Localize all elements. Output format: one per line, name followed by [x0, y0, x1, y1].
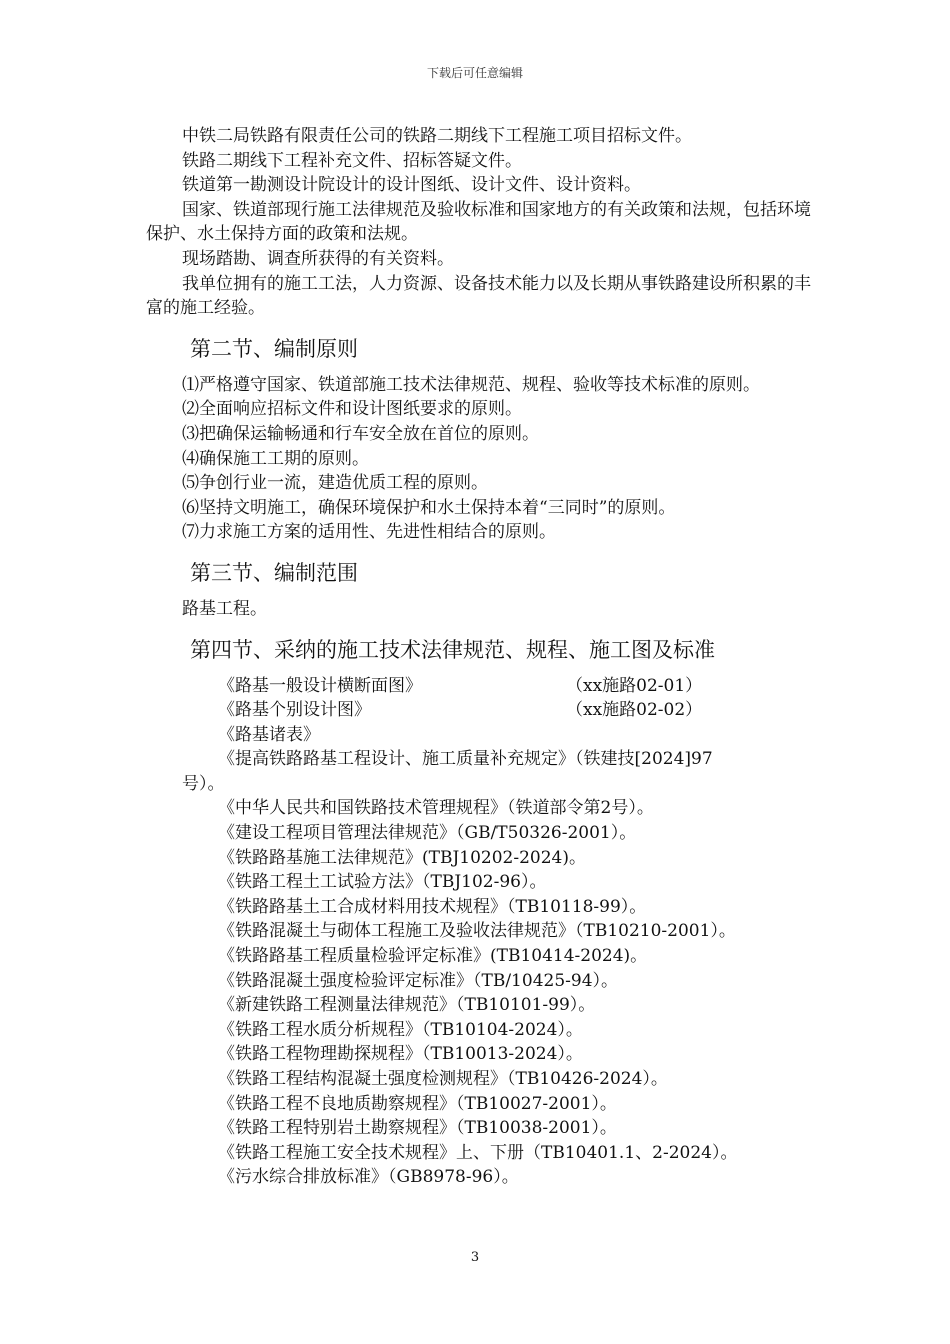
principle-item: ⑸争创行业一流，建造优质工程的原则。 — [182, 473, 488, 494]
basis-paragraph: 中铁二局铁路有限责任公司的铁路二期线下工程施工项目招标文件。 — [182, 126, 692, 146]
drawing-reference — [146, 674, 812, 699]
drawing-code: （xx施路02-02） — [566, 700, 703, 721]
basis-paragraph: 铁道第一勘测设计院设计的设计图纸、设计文件、设计资料。 — [182, 175, 641, 196]
drawing-reference — [146, 698, 812, 723]
standard-reference: 《铁路混凝土与砌体工程施工及验收法律规范》（TB10210-2001）。 — [218, 921, 736, 942]
principle-item: ⑹坚持文明施工，确保环境保护和水土保持本着“三同时”的原则。 — [182, 497, 676, 518]
principle-item: ⑶把确保运输畅通和行车安全放在首位的原则。 — [182, 423, 539, 444]
standard-reference: 《铁路路基工程质量检验评定标准》(TB10414-2024)。 — [218, 946, 648, 967]
standard-reference: 《铁路路基施工法律规范》(TBJ10202-2024)。 — [218, 847, 586, 868]
standard-reference: 《建设工程项目管理法律规范》（GB/T50326-2001）。 — [218, 823, 637, 844]
standard-reference: 《提高铁路路基工程设计、施工质量补充规定》（铁建技[2024]97 — [218, 749, 713, 770]
drawing-code: （xx施路02-01） — [566, 675, 703, 696]
standard-reference: 《铁路工程水质分析规程》（TB10104-2024）。 — [218, 1019, 583, 1040]
principle-item: ⑺力求施工方案的适用性、先进性相结合的原则。 — [182, 522, 556, 543]
standard-reference: 《铁路路基土工合成材料用技术规程》（TB10118-99）。 — [218, 896, 647, 917]
standard-reference: 《铁路混凝土强度检验评定标准》（TB/10425-94）。 — [218, 970, 619, 991]
standard-reference: 《铁路工程结构混凝土强度检测规程》（TB10426-2024）。 — [218, 1069, 668, 1089]
section-heading: 第二节、编制原则 — [190, 336, 358, 361]
drawing-name: 《路基诸表》 — [218, 724, 320, 745]
standard-reference: 《铁路工程施工安全技术规程》上、下册（TB10401.1、2-2024）。 — [218, 1142, 738, 1163]
standard-reference: 《铁路工程土工试验方法》（TBJ102-96）。 — [218, 872, 547, 893]
page-header: 下载后可任意编辑 — [426, 66, 523, 80]
standard-reference: 《污水综合排放标准》（GB8978-96）。 — [218, 1167, 519, 1188]
section-heading: 第四节、采纳的施工技术法律规范、规程、施工图及标准 — [190, 637, 715, 662]
principle-item: ⑷确保施工工期的原则。 — [182, 448, 369, 469]
drawing-reference — [146, 723, 812, 748]
basis-paragraph: 现场踏勘、调查所获得的有关资料。 — [182, 248, 454, 269]
basis-paragraph: 铁路二期线下工程补充文件、招标答疑文件。 — [182, 150, 522, 171]
standard-reference-continued: 号）。 — [182, 773, 225, 794]
basis-paragraph: 我单位拥有的施工工法，人力资源、设备技术能力以及长期从事铁路建设所积累的丰富的施工经验。 — [146, 273, 811, 319]
section-heading: 第三节、编制范围 — [190, 560, 358, 585]
standard-reference: 《铁路工程特别岩土勘察规程》（TB10038-2001）。 — [218, 1118, 617, 1139]
standard-reference: 《铁路工程物理勘探规程》（TB10013-2024）。 — [218, 1044, 583, 1065]
document-body — [146, 124, 812, 1190]
principle-item: ⑴严格遵守国家、铁道部施工技术法律规范、规程、验收等技术标准的原则。 — [182, 374, 760, 395]
basis-paragraph: 国家、铁道部现行施工法律规范及验收标准和国家地方的有关政策和法规，包括环境保护、水土保持方面的政策和法规。 — [146, 199, 811, 245]
drawing-name: 《路基个别设计图》 — [218, 700, 371, 721]
standard-reference: 《铁路工程不良地质勘察规程》（TB10027-2001）。 — [218, 1093, 617, 1114]
drawing-name: 《路基一般设计横断面图》 — [218, 675, 422, 696]
page-number: 3 — [470, 1250, 480, 1265]
standard-reference: 《中华人民共和国铁路技术管理规程》（铁道部令第2号）。 — [218, 798, 654, 819]
standard-reference: 《新建铁路工程测量法律规范》（TB10101-99）。 — [218, 995, 596, 1016]
principle-item: ⑵全面响应招标文件和设计图纸要求的原则。 — [182, 399, 522, 420]
scope-text: 路基工程。 — [182, 598, 267, 619]
